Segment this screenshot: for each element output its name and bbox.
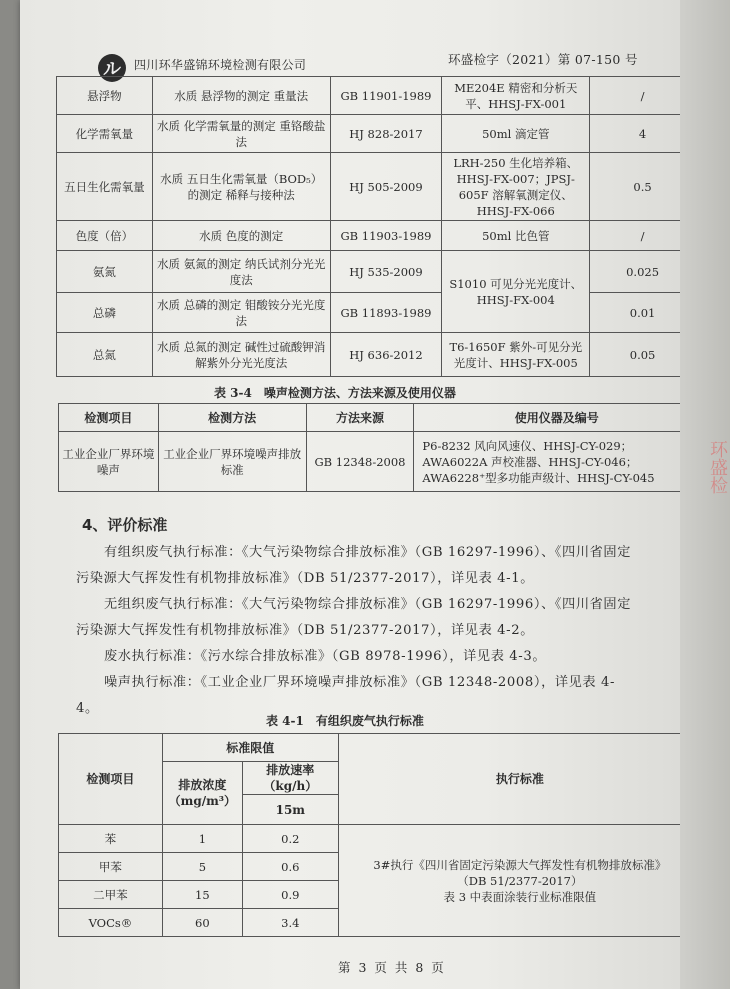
table-cell: HJ 828-2017 bbox=[330, 115, 442, 153]
header-cell: 15m bbox=[242, 795, 338, 825]
instrument-line: AWA6022A 声校准器、HHSJ-CY-046； bbox=[422, 454, 638, 469]
table-row bbox=[57, 221, 696, 251]
table-cell: ME204E 精密和分析天平、HHSJ-FX-001 bbox=[442, 77, 590, 115]
paragraph: 无组织废气执行标准：《大气污染物综合排放标准》（GB 16297-1996）、《四川省固定污染源大气挥发性有机物排放标准》（DB 51/2377-2017），详见表 4-2。 bbox=[76, 597, 631, 638]
table-row bbox=[59, 825, 702, 853]
table-cell: 水质 色度的测定 bbox=[152, 221, 330, 251]
table-cell: 60 bbox=[162, 909, 242, 937]
company-logo: ル bbox=[98, 54, 126, 82]
table-cell: GB 11903-1989 bbox=[330, 221, 442, 251]
header-cell bbox=[162, 762, 242, 825]
table-header-row bbox=[59, 404, 700, 432]
table-cell: 二甲苯 bbox=[59, 881, 163, 909]
table-header-row bbox=[59, 734, 702, 762]
header-cell: 排放速率（kg/h） bbox=[242, 762, 338, 795]
exec-line: （DB 51/2377-2017） bbox=[457, 873, 583, 888]
table-cell: 工业企业厂界环境噪声 bbox=[59, 432, 159, 492]
exec-line: 3#执行《四川省固定污染源大气挥发性有机物排放标准》 bbox=[373, 857, 667, 872]
table-cell: HJ 636-2012 bbox=[330, 333, 442, 377]
table-cell: 水质 氨氮的测定 纳氏试剂分光光度法 bbox=[152, 251, 330, 293]
table-caption: 表 3-4 噪声检测方法、方法来源及使用仪器 bbox=[214, 386, 456, 400]
table-cell: 总氮 bbox=[57, 333, 153, 377]
header-unit: （mg/m³） bbox=[168, 794, 237, 808]
table-cell: 水质 总氮的测定 碱性过硫酸钾消解紫外分光光度法 bbox=[152, 333, 330, 377]
paragraph: 有组织废气执行标准：《大气污染物综合排放标准》（GB 16297-1996）、《四川省固定污染源大气挥发性有机物排放标准》（DB 51/2377-2017），详见表 4-1。 bbox=[76, 545, 631, 586]
table-cell: LRH-250 生化培养箱、HHSJ-FX-007；JPSJ-605F 溶解氧测定仪、HHSJ-FX-066 bbox=[442, 153, 590, 221]
noise-methods-table bbox=[58, 403, 700, 492]
water-methods-table bbox=[56, 76, 696, 377]
exec-line: 表 3 中表面涂装行业标准限值 bbox=[443, 889, 597, 904]
table-cell: 3.4 bbox=[242, 909, 338, 937]
table-cell: / bbox=[590, 221, 696, 251]
table-caption: 表 4-1 有组织废气执行标准 bbox=[266, 714, 424, 728]
table-cell: 0.2 bbox=[242, 825, 338, 853]
table-cell: 4 bbox=[590, 115, 696, 153]
table-cell: 化学需氧量 bbox=[57, 115, 153, 153]
table-cell: GB 12348-2008 bbox=[306, 432, 414, 492]
table-cell: 水质 总磷的测定 钼酸铵分光光度法 bbox=[152, 293, 330, 333]
table-cell: 工业企业厂界环境噪声排放标准 bbox=[158, 432, 306, 492]
table-cell: 0.025 bbox=[590, 251, 696, 293]
header-cell: 标准限值 bbox=[162, 734, 338, 762]
table-cell: 水质 五日生化需氧量（BOD₅）的测定 稀释与接种法 bbox=[152, 153, 330, 221]
instrument-line: AWA6228⁺型多功能声级计、HHSJ-CY-045 bbox=[422, 470, 655, 485]
table-cell: 0.01 bbox=[590, 293, 696, 333]
gas-standard-table bbox=[58, 733, 702, 937]
table-cell: 色度（倍） bbox=[57, 221, 153, 251]
table-cell: 15 bbox=[162, 881, 242, 909]
table-row bbox=[57, 115, 696, 153]
section-title: 4、评价标准 bbox=[82, 516, 168, 534]
table-cell: S1010 可见分光光度计、HHSJ-FX-004 bbox=[442, 251, 590, 333]
header-cell: 方法来源 bbox=[306, 404, 414, 432]
table-row bbox=[57, 333, 696, 377]
table-cell: 0.9 bbox=[242, 881, 338, 909]
table-cell: 总磷 bbox=[57, 293, 153, 333]
table-cell: 0.5 bbox=[590, 153, 696, 221]
company-name: 四川环华盛锦环境检测有限公司 bbox=[134, 58, 307, 72]
table-cell: 1 bbox=[162, 825, 242, 853]
header-label: 排放浓度 bbox=[178, 778, 227, 792]
table-row bbox=[57, 153, 696, 221]
table-cell: 苯 bbox=[59, 825, 163, 853]
table-cell: 水质 悬浮物的测定 重量法 bbox=[152, 77, 330, 115]
header-cell: 执行标准 bbox=[338, 734, 701, 825]
table-row bbox=[57, 293, 696, 333]
table-cell: 5 bbox=[162, 853, 242, 881]
table-cell: 氨氮 bbox=[57, 251, 153, 293]
paragraph: 废水执行标准：《污水综合排放标准》（GB 8978-1996），详见表 4-3。 bbox=[104, 649, 547, 664]
table-row bbox=[57, 77, 696, 115]
table-cell: 五日生化需氧量 bbox=[57, 153, 153, 221]
table-row bbox=[59, 432, 700, 492]
document-number: 环盛检字（2021）第 07-150 号 bbox=[448, 52, 638, 67]
table-cell: GB 11901-1989 bbox=[330, 77, 442, 115]
red-seal-stamp: 环盛检 bbox=[707, 440, 728, 494]
paragraph: 噪声执行标准：《工业企业厂界环境噪声排放标准》（GB 12348-2008），详见表 4-4。 bbox=[76, 675, 616, 716]
table-cell: 0.05 bbox=[590, 333, 696, 377]
instrument-list-cell bbox=[414, 432, 700, 492]
table-row bbox=[57, 251, 696, 293]
table-cell: T6-1650F 紫外-可见分光光度计、HHSJ-FX-005 bbox=[442, 333, 590, 377]
table-cell: HJ 535-2009 bbox=[330, 251, 442, 293]
table-cell: 50ml 滴定管 bbox=[442, 115, 590, 153]
table-cell: HJ 505-2009 bbox=[330, 153, 442, 221]
header-cell: 检测项目 bbox=[59, 404, 159, 432]
header-cell: 使用仪器及编号 bbox=[414, 404, 700, 432]
table-cell: / bbox=[590, 77, 696, 115]
table-cell: 悬浮物 bbox=[57, 77, 153, 115]
table-cell: 甲苯 bbox=[59, 853, 163, 881]
table-cell: VOCs® bbox=[59, 909, 163, 937]
table-cell: GB 11893-1989 bbox=[330, 293, 442, 333]
exec-standard-cell bbox=[338, 825, 701, 937]
table-cell: 水质 化学需氧量的测定 重铬酸盐法 bbox=[152, 115, 330, 153]
header-cell: 检测方法 bbox=[158, 404, 306, 432]
instrument-line: P6-8232 风向风速仪、HHSJ-CY-029； bbox=[422, 438, 633, 453]
table-cell: 0.6 bbox=[242, 853, 338, 881]
document-page bbox=[20, 0, 680, 989]
table-cell: 50ml 比色管 bbox=[442, 221, 590, 251]
page-footer: 第 3 页 共 8 页 bbox=[338, 960, 446, 975]
header-cell: 检测项目 bbox=[59, 734, 163, 825]
